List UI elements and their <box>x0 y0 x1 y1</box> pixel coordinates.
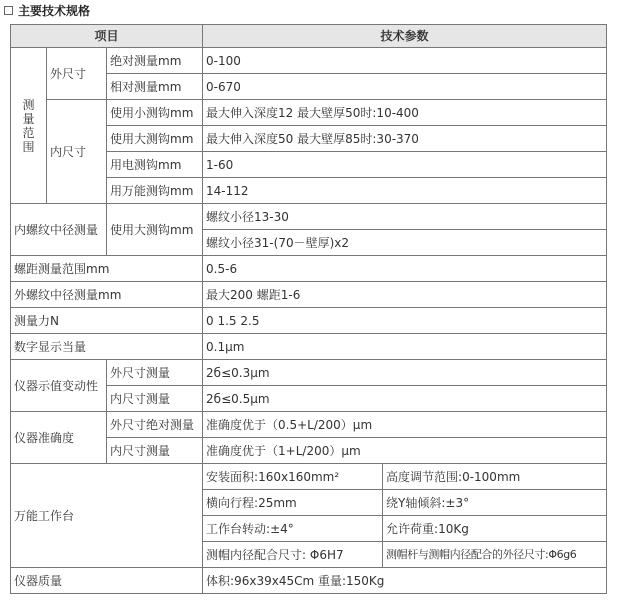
header-params: 技术参数 <box>203 25 607 48</box>
value-cell: 0-670 <box>203 74 607 100</box>
table-row <box>11 308 607 334</box>
label-char: 测 <box>22 97 35 112</box>
value-cell: 2б≤0.5μm <box>203 386 607 412</box>
label-char: 范 <box>22 125 35 140</box>
square-bullet-icon <box>4 6 13 15</box>
mass-label: 仪器质量 <box>11 568 203 594</box>
table-row <box>11 48 607 74</box>
table-row <box>11 412 607 438</box>
sub-label: 绝对测量mm <box>107 48 203 74</box>
inner-size-label: 内尺寸 <box>47 100 107 204</box>
sub-label: 相对测量mm <box>107 74 203 100</box>
thread-outer-label: 外螺纹中径测量mm <box>11 282 203 308</box>
force-label: 测量力N <box>11 308 203 334</box>
table-row <box>11 568 607 594</box>
value-cell: 最大200 螺距1-6 <box>203 282 607 308</box>
sub-label: 外尺寸绝对测量 <box>107 412 203 438</box>
section-title-text: 主要技术规格 <box>18 3 91 18</box>
value-cell: 0 1.5 2.5 <box>203 308 607 334</box>
sub-label: 使用小测钩mm <box>107 100 203 126</box>
label-char: 围 <box>22 139 35 154</box>
variation-label: 仪器示值变动性 <box>11 360 107 412</box>
value-cell: 2б≤0.3μm <box>203 360 607 386</box>
sub-label: 使用大测钩mm <box>107 204 203 256</box>
value-cell: 螺纹小径31-(70－壁厚)x2 <box>203 230 607 256</box>
sub-label: 外尺寸测量 <box>107 360 203 386</box>
sub-label: 用电测钩mm <box>107 152 203 178</box>
table-row <box>11 204 607 230</box>
table-row <box>11 256 607 282</box>
sub-label: 用万能测钩mm <box>107 178 203 204</box>
value-cell: 体积:96x39x45Cm 重量:150Kg <box>203 568 607 594</box>
measure-range-label <box>11 48 47 204</box>
value-cell: 0-100 <box>203 48 607 74</box>
digital-label: 数字显示当量 <box>11 334 203 360</box>
value-cell: 高度调节范围:0-100mm <box>383 464 607 490</box>
thread-inner-label: 内螺纹中径测量 <box>11 204 107 256</box>
outer-size-label: 外尺寸 <box>47 48 107 100</box>
value-cell: 测帽内径配合尺寸: Φ6H7 <box>203 542 383 568</box>
table-row <box>11 464 607 490</box>
accuracy-label: 仪器准确度 <box>11 412 107 464</box>
table-header-row <box>11 25 607 48</box>
value-cell: 准确度优于（0.5+L/200）μm <box>203 412 607 438</box>
value-cell: 螺纹小径13-30 <box>203 204 607 230</box>
value-cell: 横向行程:25mm <box>203 490 383 516</box>
sub-label: 内尺寸测量 <box>107 386 203 412</box>
value-cell: 工作台转动:±4° <box>203 516 383 542</box>
section-title <box>4 2 90 18</box>
table-row <box>11 360 607 386</box>
value-cell: 1-60 <box>203 152 607 178</box>
table-row <box>11 282 607 308</box>
label-char: 量 <box>22 111 35 126</box>
table-row <box>11 334 607 360</box>
pitch-range-label: 螺距测量范围mm <box>11 256 203 282</box>
value-cell: 0.5-6 <box>203 256 607 282</box>
value-cell: 绕Y轴倾斜:±3° <box>383 490 607 516</box>
value-cell: 准确度优于（1+L/200）μm <box>203 438 607 464</box>
value-cell: 最大伸入深度12 最大壁厚50时:10-400 <box>203 100 607 126</box>
table-row <box>11 100 607 126</box>
value-cell: 测帽杆与测帽内径配合的外径尺寸:Φ6g6 <box>383 542 607 568</box>
spec-table <box>10 24 607 594</box>
value-cell: 允许荷重:10Kg <box>383 516 607 542</box>
value-cell: 0.1μm <box>203 334 607 360</box>
sub-label: 使用大测钩mm <box>107 126 203 152</box>
header-item: 项目 <box>11 25 203 48</box>
worktable-label: 万能工作台 <box>11 464 203 568</box>
value-cell: 安装面积:160x160mm² <box>203 464 383 490</box>
value-cell: 14-112 <box>203 178 607 204</box>
value-cell: 最大伸入深度50 最大壁厚85时:30-370 <box>203 126 607 152</box>
sub-label: 内尺寸测量 <box>107 438 203 464</box>
